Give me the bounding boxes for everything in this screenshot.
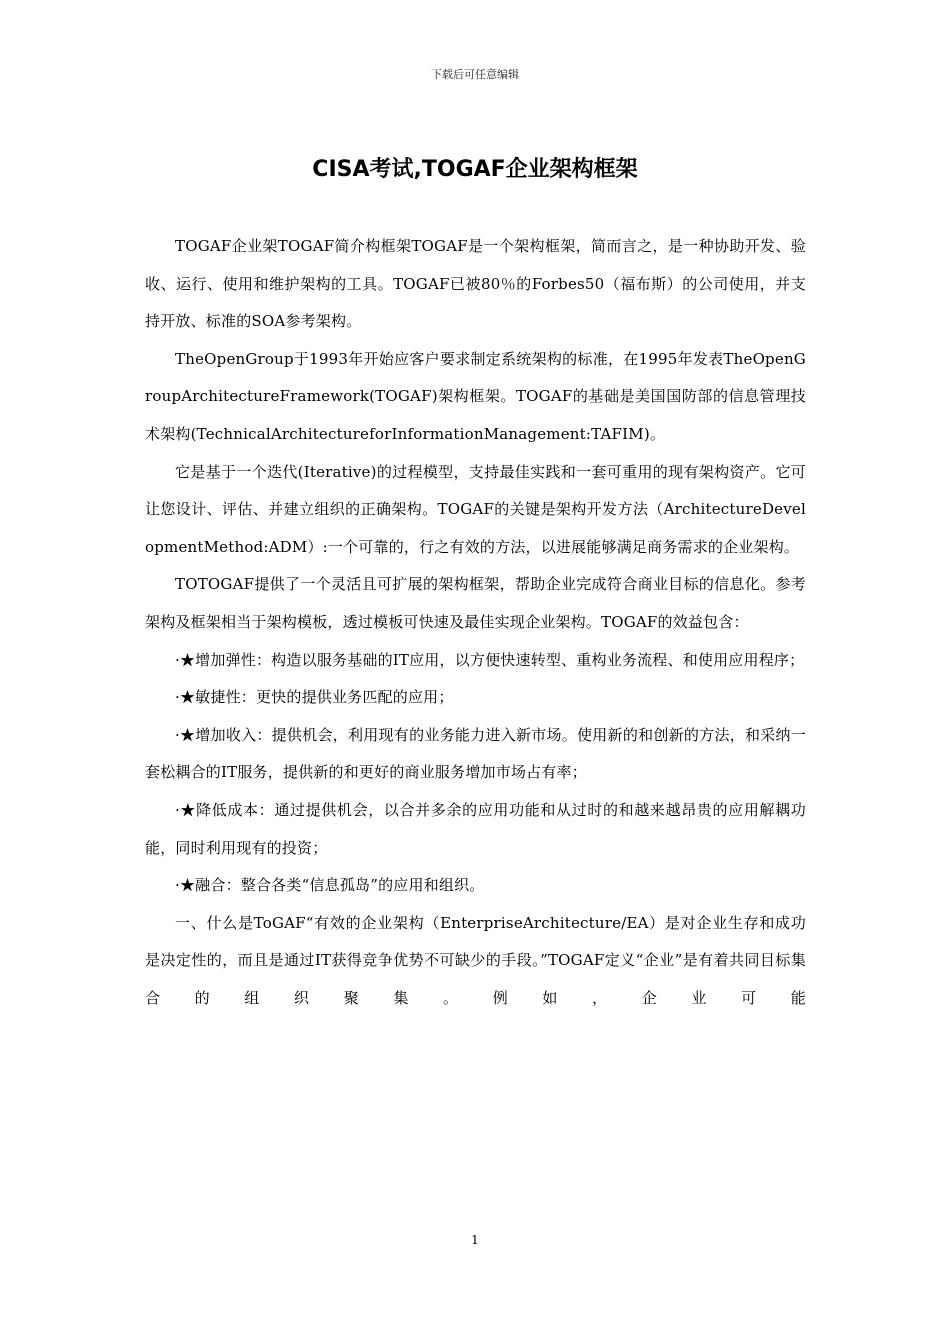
benefit-item-flexibility: ·★增加弹性：构造以服务基础的IT应用，以方便快速转型、重构业务流程、和使用应用程序； — [175, 650, 805, 669]
page-header: 下载后可任意编辑 — [431, 68, 519, 81]
paragraph-intro: TOGAF企业架TOGAF简介构框架TOGAF是一个架构框架，简而言之，是一种协助开发、验收、运行、使用和维护架构的工具。TOGAF已被80％的Forbes50（福布斯）的公司使用，并支持开放、标准的SOA参考架构。 — [145, 237, 806, 331]
benefit-item-integration: ·★融合：整合各类“信息孤岛”的应用和组织。 — [175, 876, 485, 895]
document-body — [145, 228, 806, 1017]
benefit-item-cost: ·★降低成本：通过提供机会，以合并多余的应用功能和从过时的和越来越昂贵的应用解耦功能，同时利用现有的投资； — [145, 800, 806, 857]
paragraph-what-is-togaf: 一、什么是ToGAF“有效的企业架构（EnterpriseArchitecture/EA）是对企业生存和成功是决定性的，而且是通过IT获得竞争优势不可缺少的手段。”TOGAF定义“企业”是有着共同目标集合的组织聚集。例如，企业可能 — [145, 913, 806, 1007]
benefit-item-revenue: ·★增加收入：提供机会，利用现有的业务能力进入新市场。使用新的和创新的方法，和采纳一套松耦合的IT服务，提供新的和更好的商业服务增加市场占有率； — [145, 725, 806, 782]
benefit-item-agility: ·★敏捷性：更快的提供业务匹配的应用； — [175, 688, 454, 707]
page-number: 1 — [471, 1233, 479, 1247]
paragraph-adm: 它是基于一个迭代(Iterative)的过程模型，支持最佳实践和一套可重用的现有架构资产。它可让您设计、评估、并建立组织的正确架构。TOGAF的关键是架构开发方法（ArchitectureDevelopmentMethod:ADM）:一个可靠的，行之有效的方法，以进展能够满足商务需求的企业架构。 — [145, 462, 806, 556]
paragraph-benefits-intro: TOTOGAF提供了一个灵活且可扩展的架构框架，帮助企业完成符合商业目标的信息化。参考架构及框架相当于架构模板，透过模板可快速及最佳实现企业架构。TOGAF的效益包含： — [145, 575, 806, 631]
paragraph-history: TheOpenGroup于1993年开始应客户要求制定系统架构的标准，在1995年发表TheOpenGroupArchitectureFramework(TOGAF)架构框架。TOGAF的基础是美国国防部的信息管理技术架构(TechnicalArchitectureforInformationManagement:TAFIM)。 — [145, 349, 806, 443]
document-title: CISA考试,TOGAF企业架构框架 — [312, 157, 638, 182]
